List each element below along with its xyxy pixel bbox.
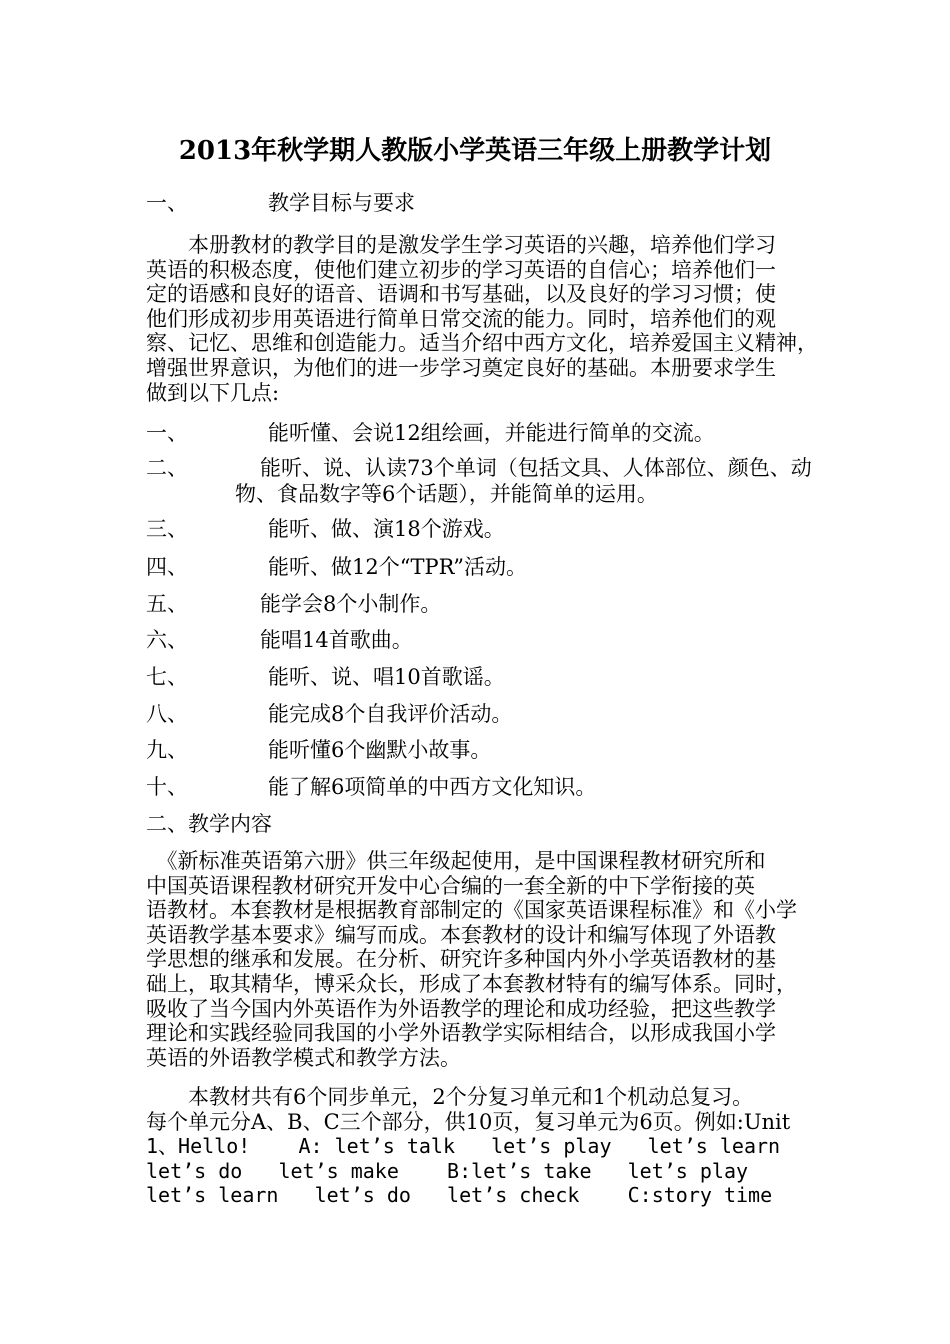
goal-number: 二、 xyxy=(146,456,188,480)
units-line: 每个单元分A、B、C三个部分，供10页，复习单元为6页。例如:Unit xyxy=(146,1109,791,1134)
goal-number: 一、 xyxy=(146,421,188,445)
intro-line: 做到以下几点: xyxy=(146,380,280,405)
goal-text: 能听懂、会说12组绘画，并能进行简单的交流。 xyxy=(268,421,715,445)
goal-text: 能唱14首歌曲。 xyxy=(260,628,413,652)
intro-line: 察、记忆、思维和创造能力。适当介绍中西方文化，培养爱国主义精神， xyxy=(146,331,818,356)
content-line: 英语教学基本要求》编写而成。本套教材的设计和编写体现了外语教 xyxy=(146,922,776,947)
goal-text: 能学会8个小制作。 xyxy=(260,592,442,616)
content-line: 中国英语课程教材研究开发中心合编的一套全新的中下学衔接的英 xyxy=(146,873,755,898)
units-paragraph xyxy=(146,1085,790,1208)
units-line: let’s learn let’s do let’s check C:story time xyxy=(146,1183,773,1208)
section-number: 一、 xyxy=(146,191,188,215)
content-line: 理论和实践经验同我国的小学外语教学实际相结合，以形成我国小学 xyxy=(146,1021,776,1046)
goal-text: 能完成8个自我评价活动。 xyxy=(268,702,513,726)
goal-text: 能听、做12个“TPR”活动。 xyxy=(268,555,527,579)
goal-text: 能听懂6个幽默小故事。 xyxy=(268,738,492,762)
page-title: 2013年秋学期人教版小学英语三年级上册教学计划 xyxy=(178,136,772,166)
intro-line: 他们形成初步用英语进行简单日常交流的能力。同时，培养他们的观 xyxy=(146,306,776,331)
goal-number: 三、 xyxy=(146,517,188,541)
goal-number: 四、 xyxy=(146,555,188,579)
goal-number: 八、 xyxy=(146,702,188,726)
intro-line: 本册教材的教学目的是激发学生学习英语的兴趣，培养他们学习 xyxy=(146,233,776,257)
content-line: 英语的外语教学模式和教学方法。 xyxy=(146,1045,461,1070)
intro-line: 定的语感和良好的语音、语调和书写基础，以及良好的学习习惯；使 xyxy=(146,282,776,307)
goal-number: 九、 xyxy=(146,738,188,762)
intro-line: 英语的积极态度，使他们建立初步的学习英语的自信心；培养他们一 xyxy=(146,257,776,282)
content-paragraph xyxy=(146,849,797,1070)
intro-line: 增强世界意识，为他们的进一步学习奠定良好的基础。本册要求学生 xyxy=(146,355,776,380)
intro-paragraph xyxy=(146,233,818,405)
content-line: 础上，取其精华，博采众长，形成了本套教材特有的编写体系。同时， xyxy=(146,971,797,996)
goal-number: 十、 xyxy=(146,775,188,799)
goal-number: 五、 xyxy=(146,592,188,616)
goal-text: 能了解6项简单的中西方文化知识。 xyxy=(268,775,597,799)
content-line: 学思想的继承和发展。在分析、研究许多种国内外小学英语教材的基 xyxy=(146,947,776,972)
goal-text: 能听、说、唱10首歌谣。 xyxy=(268,665,505,689)
section-title: 教学目标与要求 xyxy=(268,191,415,215)
content-line: 吸收了当今国内外英语作为外语教学的理论和成功经验，把这些教学 xyxy=(146,996,776,1021)
goal-text-continuation: 物、食品数字等6个话题），并能简单的运用。 xyxy=(235,482,658,506)
units-line: 本教材共有6个同步单元，2个分复习单元和1个机动总复习。 xyxy=(146,1085,754,1109)
units-line: let’s do let’s make B:let’s take let’s play xyxy=(146,1158,749,1183)
goal-text: 能听、做、演18个游戏。 xyxy=(268,517,505,541)
goal-text: 能听、说、认读73个单词（包括文具、人体部位、颜色、动 xyxy=(260,456,812,480)
section-title: 二、教学内容 xyxy=(146,812,272,836)
goal-number: 六、 xyxy=(146,628,188,652)
goal-number: 七、 xyxy=(146,665,188,689)
content-line: 《新标准英语第六册》供三年级起使用，是中国课程教材研究所和 xyxy=(146,849,766,873)
units-line: 1、Hello! A: let’s talk let’s play let’s learn xyxy=(146,1134,781,1159)
content-line: 语教材。本套教材是根据教育部制定的《国家英语课程标准》和《小学 xyxy=(146,898,797,923)
